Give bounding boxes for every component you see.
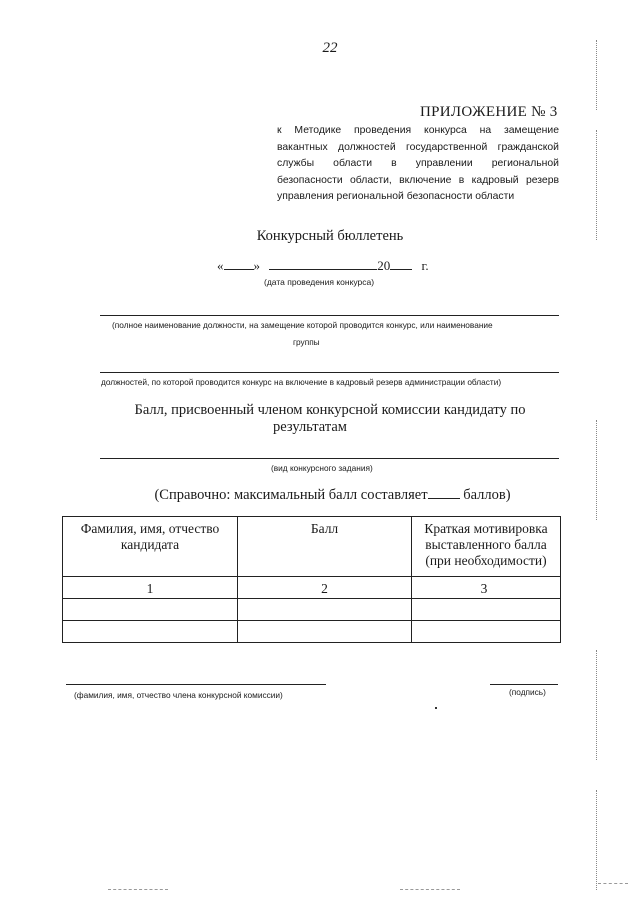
table-cell[interactable]: [412, 599, 561, 621]
task-caption: (вид конкурсного задания): [271, 463, 373, 473]
year-prefix: 20: [377, 258, 391, 273]
score-heading-line-2: результатам: [273, 419, 347, 435]
table-numbering-row: [63, 577, 561, 599]
score-heading-line-1: Балл, присвоенный членом конкурсной комиссии кандидату по: [134, 402, 526, 418]
appendix-title: ПРИЛОЖЕНИЕ № 3: [420, 104, 558, 120]
header-candidate-name: Фамилия, имя, отчество кандидата: [63, 517, 238, 577]
margin-dots: [596, 650, 597, 760]
column-number: 2: [238, 577, 412, 599]
appendix-line: к Методике проведения конкурса на замещение: [277, 125, 559, 136]
appendix-line: вакантных должностей государственной гражданской: [277, 141, 559, 153]
signature-line[interactable]: [490, 684, 558, 685]
reference-prefix: (Справочно: максимальный балл составляет: [154, 487, 428, 503]
appendix-line: безопасности области, включение в кадровый резерв: [277, 174, 559, 186]
year-suffix: г.: [421, 258, 429, 273]
header-score: Балл: [238, 517, 412, 577]
scan-edge-line: [108, 889, 168, 890]
position-name-line[interactable]: [100, 315, 559, 316]
margin-dots: [596, 40, 597, 110]
speck: [435, 707, 437, 709]
date-row: [217, 258, 429, 274]
date-caption: (дата проведения конкурса): [264, 277, 375, 287]
member-name-line[interactable]: [66, 684, 326, 685]
table-header-row: [63, 517, 561, 577]
header-motivation: Краткая мотивировка выставленного балла (при необходимости): [412, 517, 561, 577]
column-number: 1: [63, 577, 238, 599]
table-cell[interactable]: [63, 621, 238, 643]
table-cell[interactable]: [63, 599, 238, 621]
date-open-quote: «: [217, 258, 224, 273]
table-cell[interactable]: [238, 621, 412, 643]
date-close-quote: »: [253, 258, 260, 273]
results-table: [62, 516, 561, 643]
position-caption-1: (полное наименование должности, на замещение которой проводится конкурс, или наименование: [112, 320, 493, 330]
position-caption-3: должностей, по которой проводится конкурс на включение в кадровый резерв администрации области): [101, 377, 502, 387]
scan-edge-line: [598, 883, 628, 884]
table-cell[interactable]: [238, 599, 412, 621]
margin-dots: [596, 130, 597, 240]
day-blank[interactable]: [224, 258, 254, 270]
page-number: 22: [322, 40, 338, 56]
member-name-caption: (фамилия, имя, отчество члена конкурсной комиссии): [74, 690, 283, 700]
appendix-line: управления региональной безопасности области: [277, 191, 515, 203]
task-type-line[interactable]: [100, 458, 559, 459]
month-blank[interactable]: [269, 258, 377, 270]
column-number: 3: [412, 577, 561, 599]
table-row: [63, 621, 561, 643]
year-blank[interactable]: [390, 258, 412, 270]
reference-note: [0, 486, 640, 504]
score-heading: [110, 402, 550, 436]
max-score-blank[interactable]: [428, 486, 460, 499]
appendix-line: службы области в управлении региональной: [277, 158, 559, 170]
table-cell[interactable]: [412, 621, 561, 643]
ballot-title: Конкурсный бюллетень: [256, 228, 404, 244]
appendix-text: [277, 123, 559, 206]
scan-edge-line: [400, 889, 460, 890]
margin-dots: [596, 790, 597, 890]
position-group-line[interactable]: [100, 372, 559, 373]
position-caption-2: группы: [293, 337, 320, 347]
margin-dots: [596, 420, 597, 520]
reference-suffix: баллов): [463, 487, 511, 503]
table-row: [63, 599, 561, 621]
signature-caption: (подпись): [509, 687, 546, 697]
